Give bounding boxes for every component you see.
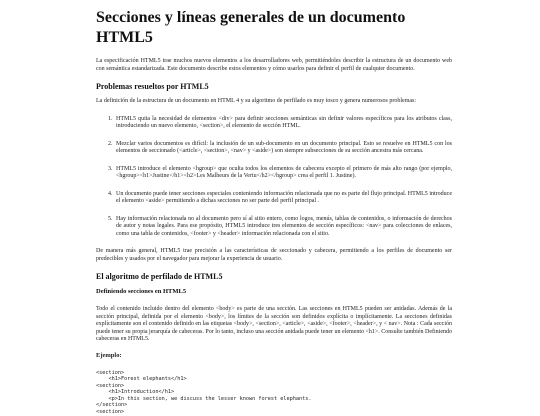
code-line: <p>In this section, we discuss the lesser known forest elephants. (96, 395, 312, 402)
problems-heading: Problemas resueltos por HTML5 (96, 82, 209, 91)
code-line: <h1>Introduction</h1> (96, 389, 175, 396)
code-line: <section> (96, 409, 125, 416)
problems-list (96, 116, 452, 239)
code-example (96, 370, 452, 416)
code-line: <section> (96, 382, 125, 389)
algorithm-body-paragraph: Todo el contenido incluido dentro del elemento <body> es parte de una sección. Las secciones en HTML5 pueden ser anidadas. Además de la sección principal, definida por el elemento <body>, los límites de la sección son definidos explícita o implícitamente. La secciones definidas explícitamente son el contenido definido en las etiquetas <body>, <section>, <article>, <aside>, <footer>, <header>, y < nav>. Nota : Cada sección puede tener su propia jerarquía de cabeceras. Por lo tanto, incluso una sección anidada puede tener un elemento <h1>. Consulte también Definiendo cabeceras en HTML5. (96, 306, 452, 342)
list-item: 2. Mezclar varios documentos es difícil: la inclusión de un sub-documento en un documento principal. Esto se resuelve en HTML5 con los elementos de seccionado (<article>, <section>, <nav> y <aside>) son siempre subsecciones de su sección ancestra más cercana. (114, 141, 452, 156)
defining-sections-heading: Definiendo secciones en HTML5 (96, 288, 187, 295)
intro-paragraph: La especificación HTML5 trae muchos nuevos elementos a los desarrolladores web, permitiéndoles describir la estructura de un documento web con semántica estandarizada. Este documento describe estos elementos y cómo usarlos para definir el perfil de cualquier documento. (96, 58, 452, 72)
code-line: <section> (96, 369, 125, 376)
code-line: </section> (96, 402, 128, 409)
list-item: 1. HTML5 quita la necesidad de elementos <div> para definir secciones semánticas sin definir valores específicos para los atributos class, introduciendo un nuevo elemento, <section>, el elemento de sección HTML. (114, 116, 452, 131)
list-item: 5. Hay información relacionada no al documento pero sí al sitio entero, como logos, menús, tablas de contenidos, o información de derechos de autor y notas legales. Para ese propósito, HTML5 introduce tres elementos de sección específicos: <nav> para colecciones de enlaces, como una tabla de contenidos, <footer> y <header> información relacionada con el sitio. (114, 216, 452, 239)
problems-intro-paragraph: La definición de la estructura de un documento en HTML 4 y su algoritmo de perfilado es muy tosco y genera numerosos problemas: (96, 98, 417, 104)
page-title: Secciones y líneas generales de un documento HTML5 (96, 9, 406, 46)
example-label: Ejemplo: (96, 351, 122, 359)
code-line: <h1>Forest elephants</h1> (96, 376, 187, 383)
list-item: 3. HTML5 introduce el elemento <hgroup> que oculta todos los elementos de cabecera excepto el primero de más alto rango (por ejemplo, <hgroup><h1>Justine</h1><h2>Les Malheurs de la Vertu</h2></hgroup> crea el perfil 1. Justine). (114, 166, 452, 181)
list-item: 4. Un documento puede tener secciones especiales conteniendo información relacionada que no es parte del flujo principal. HTML5 introduce el elemento <aside> permitiendo a dichas secciones no ser parte del perfil principal . (114, 191, 452, 206)
problems-closing-paragraph: De manera más general, HTML5 trae precisión a las características de seccionado y cabecera, permitiendo a los perfiles de documento ser predecibles y usados por el navegador para mejorar la experiencia de usuario. (96, 248, 452, 262)
algorithm-heading: El algoritmo de perfilado de HTML5 (96, 272, 223, 281)
